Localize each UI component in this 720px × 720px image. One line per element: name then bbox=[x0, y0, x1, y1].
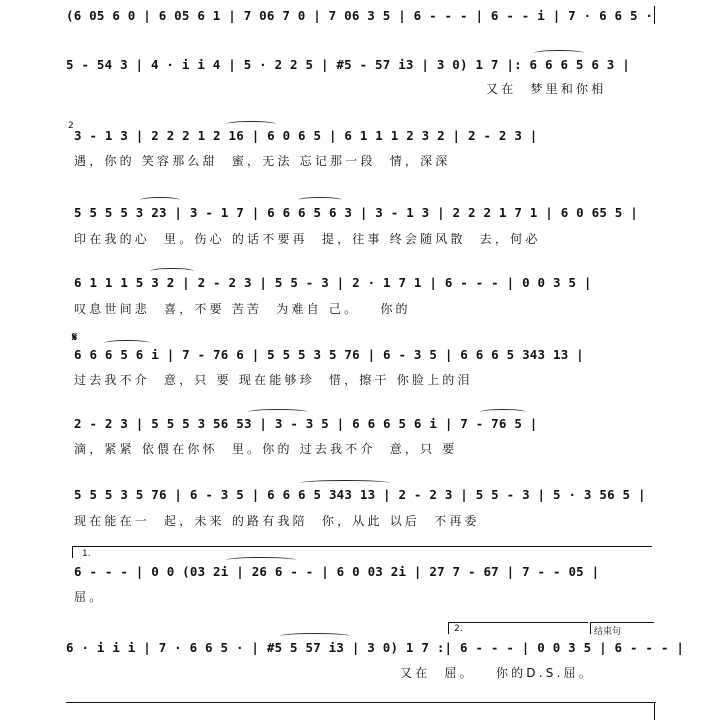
slur-mark bbox=[150, 268, 194, 274]
coda-bracket-edge bbox=[590, 622, 591, 634]
slur-mark bbox=[534, 50, 584, 56]
notation-line-3: 3 - 1 3 | 2 2 2 1 2 16 | 6 0 6 5 | 6 1 1 1 2 3 2 | 2 - 2 3 | bbox=[74, 128, 538, 143]
lyrics-line-8: 现在能在一 起，未来 的路有我陪 你，从此 以后 不再委 bbox=[74, 514, 480, 528]
lyrics-line-9: 屈。 bbox=[74, 590, 105, 604]
lyrics-line-10: 又在 屈。 你的D.S.屈。 bbox=[400, 666, 594, 680]
notation-line-9: 6 - - - | 0 0 (03 2i | 26 6 - - | 6 0 03 2i | 27 7 - 67 | 7 - - 05 | bbox=[74, 564, 600, 579]
notation-line-10: 6 · i i i | 7 · 6 6 5 · | #5 5 57 i3 | 3 0) 1 7 :| 6 - - - | 0 0 3 5 | 6 - - - | bbox=[66, 640, 685, 655]
volta-1-label: 1. bbox=[82, 549, 91, 559]
notation-line-8: 5 5 5 3 5 76 | 6 - 3 5 | 6 6 6 5 343 13 | 2 - 2 3 | 5 5 - 3 | 5 · 3 56 5 | bbox=[74, 487, 646, 502]
slur-mark bbox=[300, 480, 390, 486]
notation-line-4: 5 5 5 5 3 23 | 3 - 1 7 | 6 6 6 5 6 3 | 3 - 1 3 | 2 2 2 1 7 1 | 6 0 65 5 | bbox=[74, 205, 638, 220]
lyrics-line-4: 印在我的心 里。伤心 的话不要再 提，往事 终会随风散 去，何必 bbox=[74, 232, 541, 246]
notation-line-6: 6 6 6 5 6 i | 7 - 76 6 | 5 5 5 3 5 76 | 6 - 3 5 | 6 6 6 5 343 13 | bbox=[74, 347, 584, 362]
notation-line-5: 6 1 1 1 5 3 2 | 2 - 2 3 | 5 5 - 3 | 2 · 1 7 1 | 6 - - - | 0 0 3 5 | bbox=[74, 275, 592, 290]
slur-mark bbox=[480, 409, 526, 415]
segno-sign: 𝄋 bbox=[72, 330, 78, 344]
notation-line-1: (6 05 6 0 | 6 05 6 1 | 7 06 7 0 | 7 06 3 5 | 6 - - - | 6 - - i | 7 · 6 6 5 · bbox=[66, 8, 654, 23]
bottom-staff-fragment bbox=[66, 702, 656, 703]
volta-1-bracket-edge bbox=[72, 546, 73, 558]
lyrics-line-5: 叹息世间悲 喜，不要 苦苦 为难自 己。 你的 bbox=[74, 302, 411, 316]
volta-2-bracket bbox=[448, 622, 588, 623]
lyrics-line-6: 过去我不介 意，只 要 现在能够珍 惜，擦干 你脸上的泪 bbox=[74, 373, 473, 387]
coda-bracket bbox=[590, 622, 654, 623]
slur-mark bbox=[226, 557, 296, 563]
slur-mark bbox=[248, 409, 308, 415]
slur-mark bbox=[104, 340, 150, 346]
volta-2-label: 2. bbox=[454, 624, 463, 634]
slur-mark bbox=[226, 121, 276, 127]
slur-mark bbox=[298, 197, 342, 203]
lyrics-line-7: 滴，紧紧 依偎在你怀 里。你的 过去我不介 意，只 要 bbox=[74, 442, 458, 456]
lyrics-line-3: 遇，你的 笑容那么甜 蜜，无法 忘记那一段 情，深深 bbox=[74, 154, 451, 168]
octave-mark: 2 bbox=[68, 121, 74, 131]
coda-label: 结束句 bbox=[594, 627, 622, 637]
slur-mark bbox=[140, 197, 180, 203]
lyrics-line-2: 又在 梦里和你相 bbox=[486, 82, 607, 96]
slur-mark bbox=[280, 633, 350, 639]
notation-line-7: 2 - 2 3 | 5 5 5 3 56 53 | 3 - 3 5 | 6 6 6 5 6 i | 7 - 76 5 | bbox=[74, 416, 538, 431]
notation-line-2: 5 - 54 3 | 4 · i i 4 | 5 · 2 2 5 | #5 - 57 i3 | 3 0) 1 7 |: 6 6 6 5 6 3 | bbox=[66, 57, 630, 72]
volta-1-bracket bbox=[72, 546, 652, 547]
barline bbox=[654, 6, 655, 24]
final-barline bbox=[654, 702, 655, 720]
volta-2-bracket-edge bbox=[448, 622, 449, 634]
